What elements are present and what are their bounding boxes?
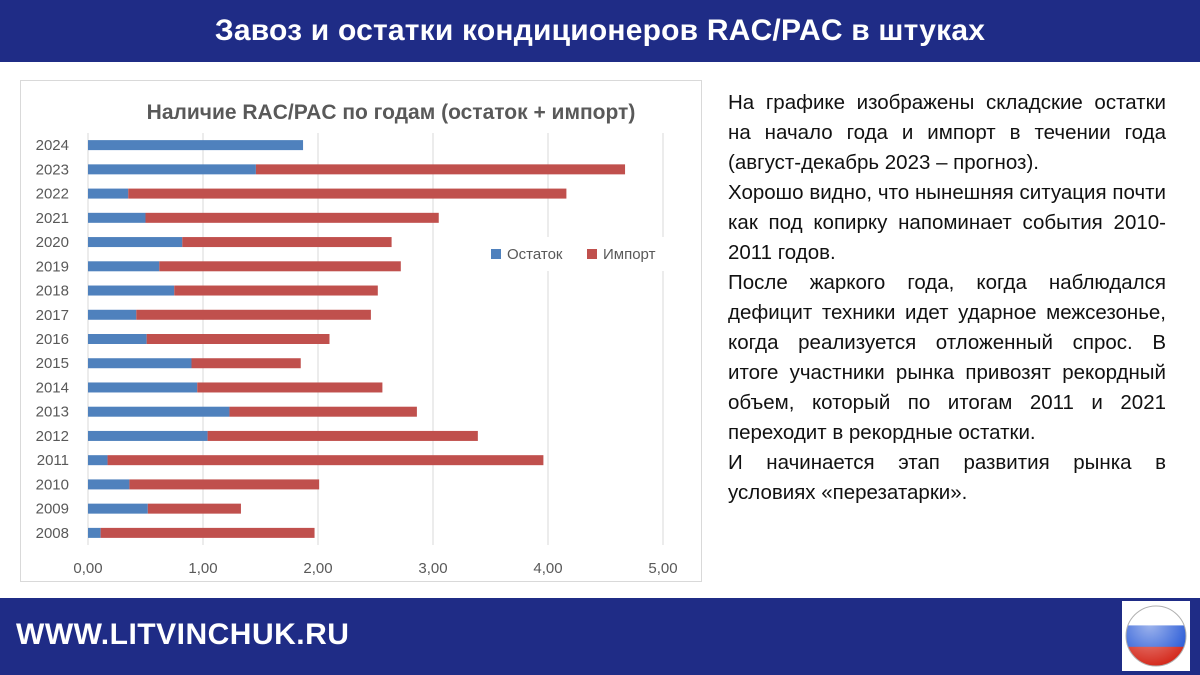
bar-ostatok-2020 [88,237,182,247]
website-link[interactable]: WWW.LITVINCHUK.RU [16,618,350,651]
bar-import-2010 [129,479,319,489]
page-header [0,0,1200,62]
bar-ostatok-2008 [88,528,101,538]
bar-ostatok-2013 [88,407,229,417]
bar-ostatok-2012 [88,431,208,441]
y-tick-label: 2016 [35,331,69,348]
y-tick-label: 2022 [35,185,69,203]
y-tick-label: 2020 [35,234,69,252]
bar-import-2023 [256,164,625,174]
y-tick-label: 2018 [35,282,69,300]
page-title: Завоз и остатки кондиционеров RAC/PAC в штуках [214,14,986,47]
y-tick-label: 2008 [35,524,69,542]
bar-ostatok-2023 [88,164,256,174]
description-paragraph-4: И начинается этап развития рынка в условиях «перезатарки». [728,451,1166,504]
bar-ostatok-2009 [88,504,148,514]
x-tick-label: 3,00 [418,560,448,577]
x-tick-label: 5,00 [648,560,678,577]
y-tick-label: 2021 [35,209,69,227]
bar-ostatok-2024 [88,140,303,150]
legend-label-ostatok: Остаток [507,246,563,263]
bar-ostatok-2011 [88,455,108,465]
y-tick-label: 2023 [35,161,69,179]
y-tick-label: 2010 [35,476,69,494]
x-tick-label: 0,00 [73,560,103,577]
x-tick-label: 2,00 [303,560,333,577]
bar-import-2011 [108,455,544,465]
bar-ostatok-2022 [88,189,128,199]
bar-import-2008 [101,528,315,538]
chart-container [20,80,702,582]
bar-import-2014 [197,382,382,392]
flag-frame [1122,601,1190,671]
x-tick-label: 4,00 [533,560,563,577]
bar-import-2020 [182,237,391,247]
description-paragraph-3: После жаркого года, когда наблюдался дефицит техники идет ударное межсезонье, когда реализуется отложенный спрос. В итоге участники рынка привозят рекордный объем, который по итогам 2011 и 2021 переходит в рекордные остатки. [728,271,1166,444]
description-paragraph-2: Хорошо видно, что нынешняя ситуация почти как под копирку напоминает события 2010-2011 годов. [728,181,1166,264]
bar-import-2022 [128,189,566,199]
description-panel [728,88,1166,508]
bar-import-2013 [229,407,416,417]
y-tick-label: 2024 [35,137,69,155]
bar-import-2015 [192,358,301,368]
legend-swatch-ostatok [491,249,501,259]
bar-ostatok-2019 [88,261,159,271]
bar-import-2016 [147,334,330,344]
bar-ostatok-2021 [88,213,146,223]
bar-import-2009 [148,504,241,514]
bar-import-2019 [159,261,400,271]
chart-title: Наличие RAC/PAC по годам (остаток + импорт) [146,101,636,124]
bar-ostatok-2017 [88,310,136,320]
bar-import-2012 [208,431,478,441]
y-tick-label: 2015 [35,355,69,373]
y-tick-label: 2019 [35,258,69,276]
bar-import-2018 [174,286,378,296]
y-tick-label: 2012 [35,427,69,445]
x-tick-label: 1,00 [188,560,218,577]
description-paragraph-1: На графике изображены складские остатки на начало года и импорт в течении года (август-декабрь 2023 – прогноз). [728,91,1166,174]
legend-label-import: Импорт [603,246,656,263]
bar-ostatok-2016 [88,334,147,344]
bar-ostatok-2018 [88,286,174,296]
y-tick-label: 2011 [36,452,69,470]
y-tick-label: 2009 [35,500,69,518]
russia-flag-icon [1124,604,1188,668]
bar-ostatok-2010 [88,479,129,489]
bar-ostatok-2014 [88,382,197,392]
stacked-bar-chart [21,81,701,581]
bar-import-2017 [136,310,371,320]
y-tick-label: 2014 [35,379,69,397]
legend-swatch-import [587,249,597,259]
y-tick-label: 2013 [35,403,69,421]
bar-import-2021 [146,213,439,223]
bar-ostatok-2015 [88,358,192,368]
y-tick-label: 2017 [35,306,69,324]
page-footer [0,598,1200,675]
